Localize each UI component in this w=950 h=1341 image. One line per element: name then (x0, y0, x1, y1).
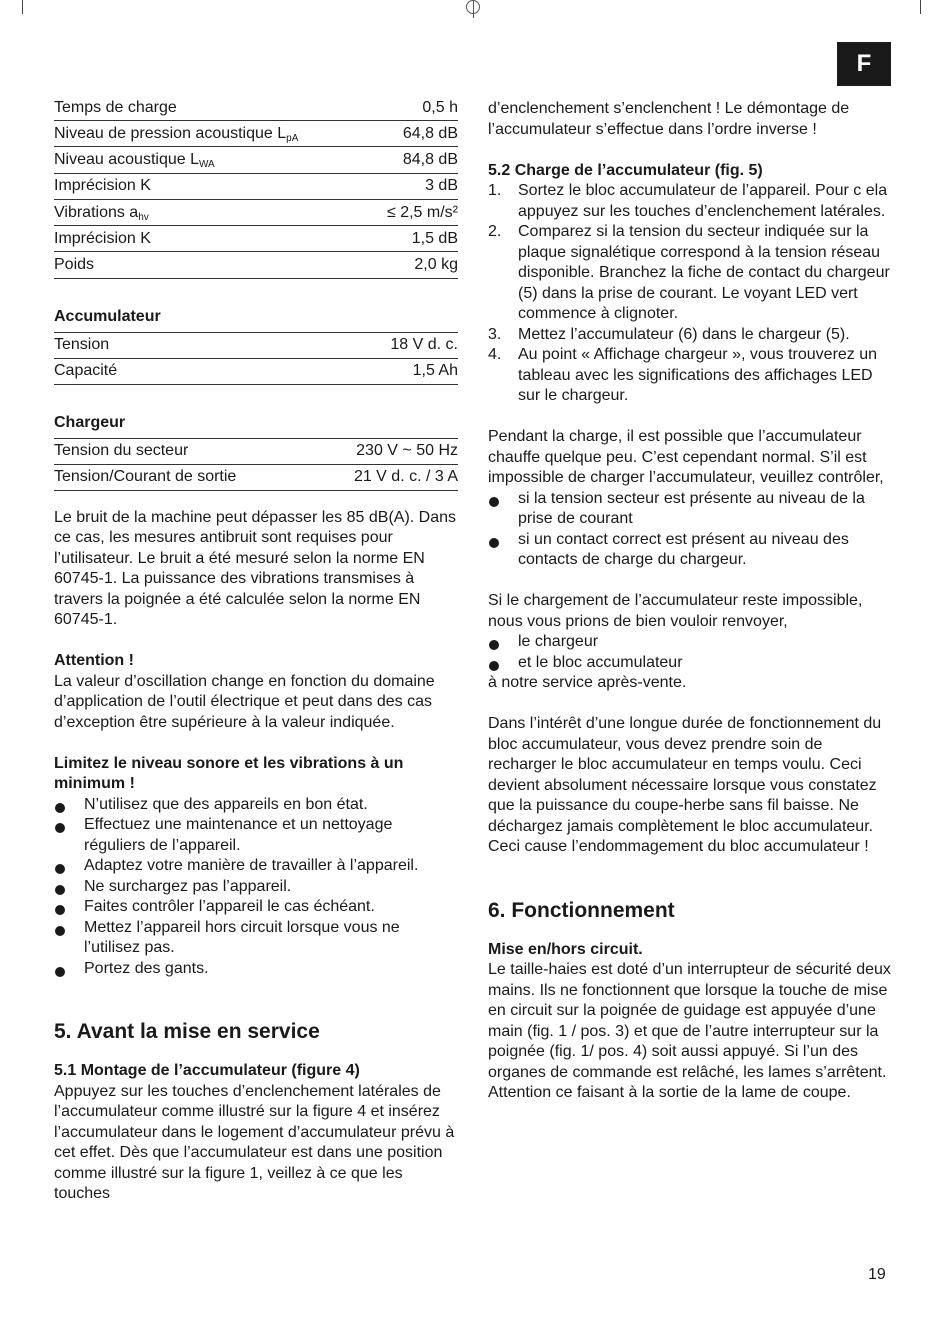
charge-paragraph: Pendant la charge, il est possible que l’accumulateur chauffe quelque peu. C’est cependant normal. S’il est impossible de charger l’accumulateur, veuillez contrôler, (488, 428, 884, 486)
section-5-title: 5. Avant la mise en service (54, 1020, 320, 1044)
return-list (488, 632, 892, 673)
section-6-subtitle: Mise en/hors circuit. (488, 940, 643, 958)
list-item: 2. Comparez si la tension du secteur indiquée sur la plaque signalétique correspond à la tension réseau disponible. Branchez la fiche de contact du chargeur (5) dans la prise de courant. Le voyant LED vert commence à clignoter. (488, 223, 890, 322)
spec-value: 0,5 h (422, 98, 458, 116)
spec-row (54, 252, 458, 278)
spec-value: 230 V ~ 50 Hz (356, 442, 458, 460)
spec-row (54, 359, 458, 385)
spec-row (54, 99, 458, 121)
section-6-text: Le taille-haies est doté d’un interrupteur de sécurité deux mains. Ils ne fonctionnent que lorsque la touche de mise en circuit sur la poignée de guidage est appuyée d’une main (fig. 1 / pos. 3) et que de l’autre interrupteur sur la poignée (fig. 1/ pos. 4) soit aussi appuyé. Si l’un des organes de commande est relâché, les lames s’arrêtent. Attention ce faisant à la sortie de la lame de coupe. (488, 961, 891, 1101)
spec-row (54, 438, 458, 464)
spec-value: 84,8 dB (402, 151, 458, 169)
list-item: N’utilisez que des appareils en bon état. (54, 795, 458, 816)
spec-value: 2,0 kg (414, 256, 458, 274)
spec-row (54, 332, 458, 358)
check-list (488, 489, 892, 571)
list-item: Adaptez votre manière de travailler à l’appareil. (54, 856, 458, 877)
spec-row (54, 200, 458, 226)
section-5-1-title: 5.1 Montage de l’accumulateur (figure 4) (54, 1062, 360, 1080)
limit-title: Limitez le niveau sonore et les vibrations à un minimum ! (54, 754, 404, 793)
spec-value: 64,8 dB (402, 124, 458, 142)
spec-label: Niveau de pression acoustique $L_{pA}$ (54, 124, 299, 144)
spec-label: Vibrations $a_{hv}$ (54, 203, 149, 223)
accumulator-heading: Accumulateur (54, 307, 161, 325)
list-item: et le bloc accumulateur (488, 653, 892, 674)
spec-row (54, 147, 458, 173)
spec-row (54, 174, 458, 200)
list-item: Effectuez une maintenance et un nettoyage réguliers de l’appareil. (54, 815, 458, 856)
list-item: le chargeur (488, 632, 892, 653)
spec-value: 1,5 Ah (412, 362, 458, 380)
crop-mark-right (920, 0, 921, 14)
spec-value: 3 dB (425, 177, 458, 195)
registration-mark (466, 0, 480, 14)
list-item: si la tension secteur est présente au niveau de la prise de courant (488, 489, 892, 530)
spec-label: Temps de charge (54, 98, 177, 116)
charger-heading: Chargeur (54, 413, 126, 431)
spec-label: Poids (54, 256, 95, 274)
spec-label: Tension/Courant de sortie (54, 468, 237, 486)
list-item: Ne surchargez pas l’appareil. (54, 877, 458, 898)
attention-text: La valeur d’oscillation change en fonction du domaine d’application de l’outil électrique et peut dans des cas d’exception être supérieure à la valeur indiquée. (54, 672, 435, 731)
spec-table (54, 99, 458, 279)
spec-value: 18 V d. c. (390, 336, 458, 354)
list-item: Mettez l’appareil hors circuit lorsque vous ne l’utilisez pas. (54, 918, 458, 959)
language-tab (837, 42, 891, 86)
attention-title: Attention ! (54, 652, 134, 670)
list-item: Portez des gants. (54, 959, 458, 980)
care-paragraph: Dans l’intérêt d’une longue durée de fonctionnement du bloc accumulateur, vous devez prendre soin de recharger le bloc accumulateur en temps voulu. Ceci devient absolument nécessaire lorsque vous constatez que la puissance du coupe-herbe sans fil baisse. Ne déchargez jamais complètement le bloc accumulateur. Ceci cause l’endommagement du bloc accumulateur ! (488, 715, 882, 855)
spec-row (54, 465, 458, 491)
right-column (488, 99, 892, 1104)
spec-label: Imprécision K (54, 177, 151, 195)
spec-label: Niveau acoustique $L_{WA}$ (54, 151, 215, 171)
spec-label: Tension (54, 336, 110, 354)
spec-value: 1,5 dB (411, 229, 458, 247)
return-end: à notre service après-vente. (488, 674, 687, 691)
noise-paragraph: Le bruit de la machine peut dépasser les 85 dB(A). Dans ce cas, les mesures antibruit sont requises pour l’utilisateur. Le bruit a été mesuré selon la norme EN 60745-1. La puissance des vibrations transmises à travers la poignée a été calculée selon la norme EN 60745-1. (54, 508, 457, 629)
list-item: 1. Sortez le bloc accumulateur de l’appareil. Pour c ela appuyez sur les touches d’enclenchement latérales. (488, 182, 888, 220)
limit-list (54, 795, 458, 980)
crop-mark-left (22, 0, 23, 14)
spec-label: Imprécision K (54, 229, 151, 247)
spec-label: Tension du secteur (54, 442, 189, 460)
page-number: 19 (868, 1266, 886, 1283)
section-5-1-text: Appuyez sur les touches d’enclenchement latérales de l’accumulateur comme illustré sur la figure 4 et insérez l’accumulateur dans le logement d’accumulateur prévu à cet effet. Dès que l’accumulateur est dans une position comme illustré sur la figure 1, veillez à ce que les touches (54, 1082, 455, 1203)
spec-row (54, 121, 458, 147)
list-item: Faites contrôler l’appareil le cas échéant. (54, 897, 458, 918)
spec-label: Capacité (54, 362, 118, 380)
charge-steps (488, 181, 892, 407)
charger-table (54, 438, 458, 491)
spec-row (54, 226, 458, 252)
section-5-2-title: 5.2 Charge de l’accumulateur (fig. 5) (488, 161, 763, 179)
accumulator-table (54, 332, 458, 385)
spec-value: 21 V d. c. / 3 A (353, 468, 458, 486)
list-item: 3. Mettez l’accumulateur (6) dans le chargeur (5). (488, 325, 850, 343)
list-item: 4. Au point « Affichage chargeur », vous trouverez un tableau avec les significations des affichages LED sur le chargeur. (488, 346, 878, 404)
spec-value: ≤ 2,5 m/s² (386, 203, 458, 221)
section-5-1-continued: d’enclenchement s’enclenchent ! Le démontage de l’accumulateur s’effectue dans l’ordre inverse ! (488, 100, 850, 138)
fail-paragraph: Si le chargement de l’accumulateur reste impossible, nous vous prions de bien vouloir renvoyer, (488, 592, 863, 630)
left-column (54, 99, 458, 1205)
list-item: si un contact correct est présent au niveau des contacts de charge du chargeur. (488, 530, 892, 571)
section-6-title: 6. Fonctionnement (488, 898, 675, 922)
language-tab-letter: F (856, 49, 872, 77)
